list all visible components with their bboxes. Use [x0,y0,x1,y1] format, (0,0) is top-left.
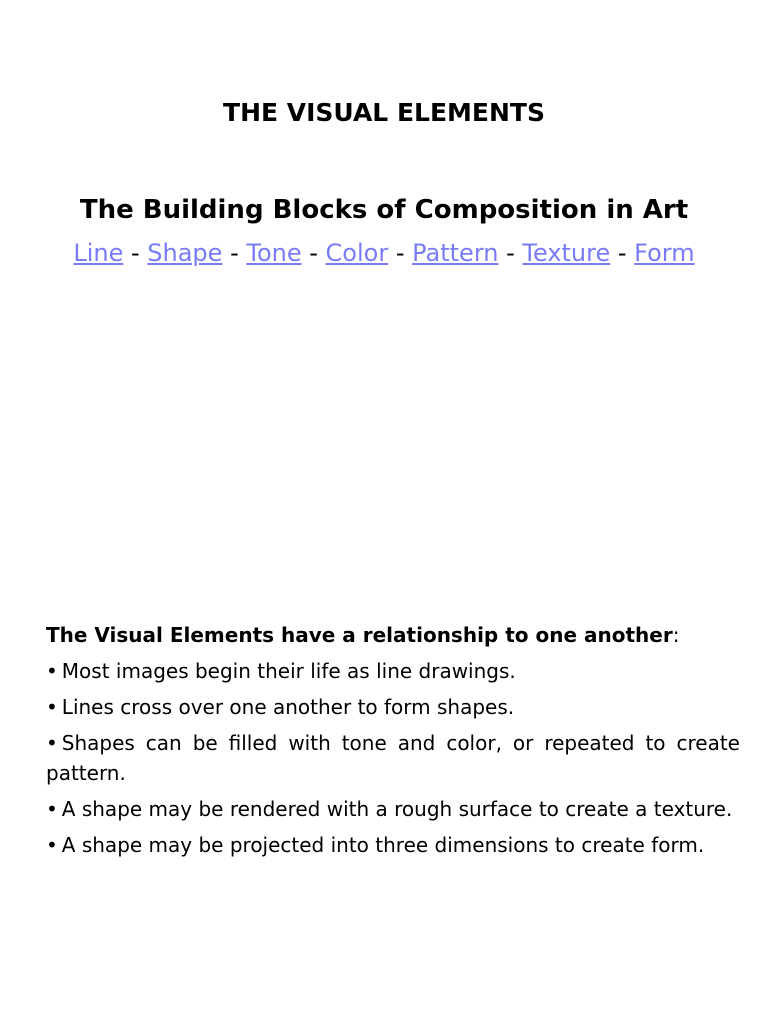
bullet-item [46,830,740,860]
bullet-item [46,794,740,824]
bullet-text: Shapes can be filled with tone and color, or repeated to create pattern. [46,731,740,785]
bullet-text: A shape may be rendered with a rough surface to create a texture. [61,797,733,821]
link-separator: - [388,239,413,267]
link-separator: - [222,239,247,267]
link-separator: - [123,239,148,267]
link-separator: - [301,239,326,267]
bullet-item [46,656,740,686]
bullet-text: A shape may be projected into three dimensions to create form. [61,833,705,857]
bullet-glyph: • [46,833,58,857]
link-color[interactable]: Color [325,239,389,267]
link-form[interactable]: Form [634,239,695,267]
element-links-row [0,236,768,270]
link-shape[interactable]: Shape [147,239,223,267]
page-title: THE VISUAL ELEMENTS [223,98,545,127]
link-texture[interactable]: Texture [522,239,611,267]
bullet-item [46,728,740,788]
link-separator: - [610,239,635,267]
bullet-glyph: • [46,659,58,683]
page-subtitle: The Building Blocks of Composition in Art [79,195,689,225]
intro-bold-text: The Visual Elements have a relationship to one another [46,623,673,647]
bullet-glyph: • [46,797,58,821]
link-separator: - [498,239,523,267]
link-tone[interactable]: Tone [246,239,302,267]
link-pattern[interactable]: Pattern [412,239,499,267]
intro-paragraph [46,620,740,650]
bullet-text: Lines cross over one another to form shapes. [61,695,515,719]
intro-colon: : [672,623,680,647]
bullet-item [46,692,740,722]
bullet-glyph: • [46,731,58,755]
body-text [46,620,740,866]
bullet-text: Most images begin their life as line drawings. [61,659,516,683]
bullet-glyph: • [46,695,58,719]
link-line[interactable]: Line [73,239,124,267]
